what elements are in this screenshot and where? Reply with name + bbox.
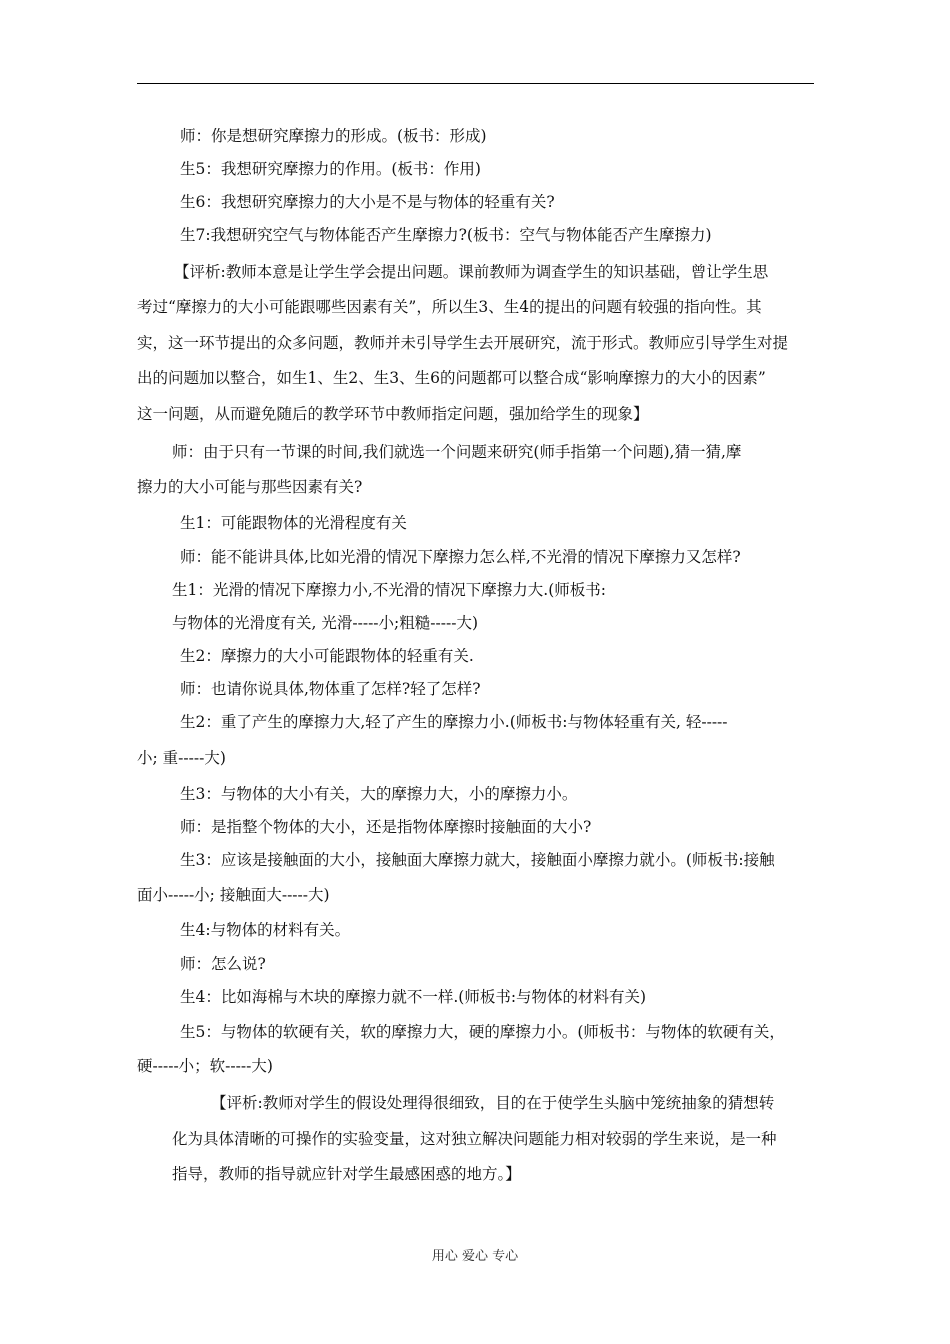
text-line: 师：能不能讲具体,比如光滑的情况下摩擦力怎么样,不光滑的情况下摩擦力又怎样? [180, 548, 741, 566]
text-line: 师：你是想研究摩擦力的形成。(板书：形成) [180, 127, 487, 145]
text-line: 师：也请你说具体,物体重了怎样?轻了怎样? [180, 680, 481, 698]
text-line: 师：是指整个物体的大小，还是指物体摩擦时接触面的大小? [180, 818, 592, 836]
text-line: 师：由于只有一节课的时间,我们就选一个问题来研究(师手指第一个问题),猜一猜,摩 [172, 443, 742, 461]
text-line: 生7:我想研究空气与物体能否产生摩擦力?(板书：空气与物体能否产生摩擦力) [180, 226, 712, 244]
text-line: 生2：重了产生的摩擦力大,轻了产生的摩擦力小.(师板书:与物体轻重有关, 轻----- [180, 713, 728, 731]
text-line: 【评析:教师本意是让学生学会提出问题。课前教师为调查学生的知识基础，曾让学生思 [174, 263, 769, 281]
text-line: 指导，教师的指导就应针对学生最感困惑的地方。】 [172, 1165, 521, 1183]
text-line: 【评析:教师对学生的假设处理得很细致，目的在于使学生头脑中笼统抽象的猜想转 [211, 1094, 775, 1112]
text-line: 生4:与物体的材料有关。 [180, 921, 351, 939]
text-line: 小; 重-----大) [137, 749, 226, 767]
text-line: 生5：我想研究摩擦力的作用。(板书：作用) [180, 160, 481, 178]
text-line: 实，这一环节提出的众多问题，教师并未引导学生去开展研究，流于形式。教师应引导学生对提 [137, 334, 789, 352]
text-line: 面小-----小; 接触面大-----大) [137, 886, 330, 904]
text-line: 考过“摩擦力的大小可能跟哪些因素有关”，所以生3、生4的提出的问题有较强的指向性。其 [137, 298, 762, 316]
text-line: 硬-----小；软-----大) [137, 1057, 273, 1075]
text-line: 擦力的大小可能与那些因素有关? [137, 478, 363, 496]
text-line: 生5：与物体的软硬有关，软的摩擦力大，硬的摩擦力小。(师板书：与物体的软硬有关， [180, 1023, 785, 1041]
text-line: 生4：比如海棉与木块的摩擦力就不一样.(师板书:与物体的材料有关) [180, 988, 647, 1006]
text-line: 生1：光滑的情况下摩擦力小,不光滑的情况下摩擦力大.(师板书: [172, 581, 606, 599]
text-line: 化为具体清晰的可操作的实验变量，这对独立解决问题能力相对较弱的学生来说，是一种 [172, 1130, 777, 1148]
text-line: 这一问题，从而避免随后的教学环节中教师指定问题，强加给学生的现象】 [137, 405, 649, 423]
text-line: 生6：我想研究摩擦力的大小是不是与物体的轻重有关? [180, 193, 555, 211]
text-line: 出的问题加以整合，如生1、生2、生3、生6的问题都可以整合成“影响摩擦力的大小的因素” [137, 369, 766, 387]
text-line: 生2：摩擦力的大小可能跟物体的轻重有关. [180, 647, 474, 665]
text-line: 生3：应该是接触面的大小，接触面大摩擦力就大，接触面小摩擦力就小。(师板书:接触 [180, 851, 775, 869]
page-footer: 用心 爱心 专心 [431, 1249, 519, 1264]
header-rule [137, 83, 814, 84]
text-line: 师：怎么说? [180, 955, 266, 973]
text-line: 生1：可能跟物体的光滑程度有关 [180, 514, 407, 532]
text-line: 生3：与物体的大小有关，大的摩擦力大，小的摩擦力小。 [180, 785, 578, 803]
text-line: 与物体的光滑度有关, 光滑-----小;粗糙-----大) [172, 614, 478, 632]
